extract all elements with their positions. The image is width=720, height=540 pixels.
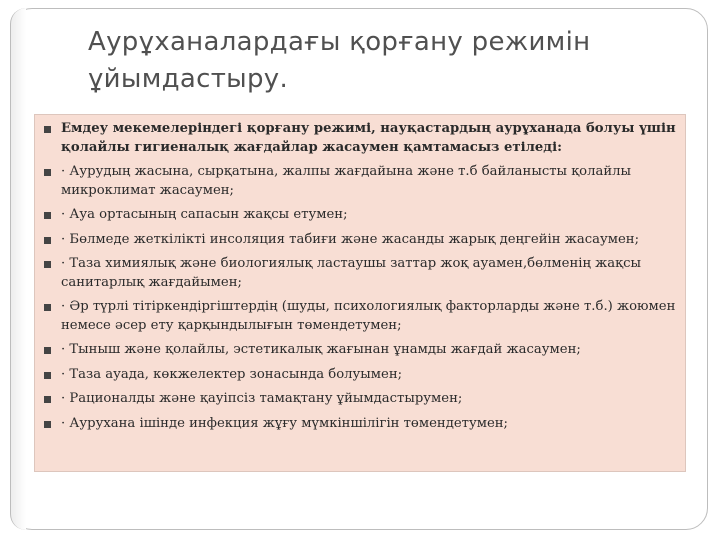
list-item-text: · Таза химиялық және биологиялық ластаушы заттар жоқ ауамен,бөлменің жақсы санитарлық жағдайымен; (61, 256, 641, 290)
list-item-text: · Таза ауада, көкжелектер зонасында болуымен; (61, 366, 403, 382)
list-item-text: · Әр түрлі тітіркендіргіштердің (шуды, психологиялық факторларды және т.б.) жоюмен немесе әсер ету қарқындылығын төмендетумен; (61, 299, 676, 333)
list-item-text: · Рационалды және қауіпсіз тамақтану ұйымдастырумен; (61, 391, 463, 406)
list-item-text: · Ауа ортасының сапасын жақсы етумен; (61, 207, 348, 222)
square-bullet-icon (44, 396, 51, 403)
list-item (34, 415, 684, 434)
list-item (34, 163, 684, 200)
bullet-list (34, 120, 684, 439)
square-bullet-icon (44, 347, 51, 354)
list-item-text: · Аурудың жасына, сырқатына, жалпы жағдайына және т.б байланысты қолайлы микроклимат жасаумен; (61, 164, 632, 198)
list-item (34, 231, 684, 250)
list-item-text: · Аурухана ішінде инфекция жұғу мүмкіншілігін төмендетумен; (61, 415, 508, 431)
square-bullet-icon (44, 126, 51, 133)
slide-title: Аурұханалардағы қорғану режимін ұйымдастыру. (88, 27, 591, 94)
list-item-text: Емдеу мекемелеріндегі қорғану режимі, науқастардың аурұханада болуы үшін қолайлы гигиеналық жағдайлар жасаумен қамтамасыз етіледі: (61, 121, 676, 155)
list-item-text: · Бөлмеде жеткілікті инсоляция табиғи және жасанды жарық деңгейін жасаумен; (61, 231, 640, 247)
slide-left-band (10, 8, 26, 530)
list-item (34, 298, 684, 335)
square-bullet-icon (44, 421, 51, 428)
list-item (34, 390, 684, 409)
square-bullet-icon (44, 372, 51, 379)
square-bullet-icon (44, 212, 51, 219)
square-bullet-icon (44, 169, 51, 176)
square-bullet-icon (44, 237, 51, 244)
list-item (34, 341, 684, 360)
square-bullet-icon (44, 304, 51, 311)
list-item (34, 255, 684, 292)
list-item (34, 120, 684, 157)
list-item-text: · Тыныш және қолайлы, эстетикалық жағынан ұнамды жағдай жасаумен; (61, 342, 581, 357)
square-bullet-icon (44, 261, 51, 268)
list-item (34, 366, 684, 385)
list-item (34, 206, 684, 225)
